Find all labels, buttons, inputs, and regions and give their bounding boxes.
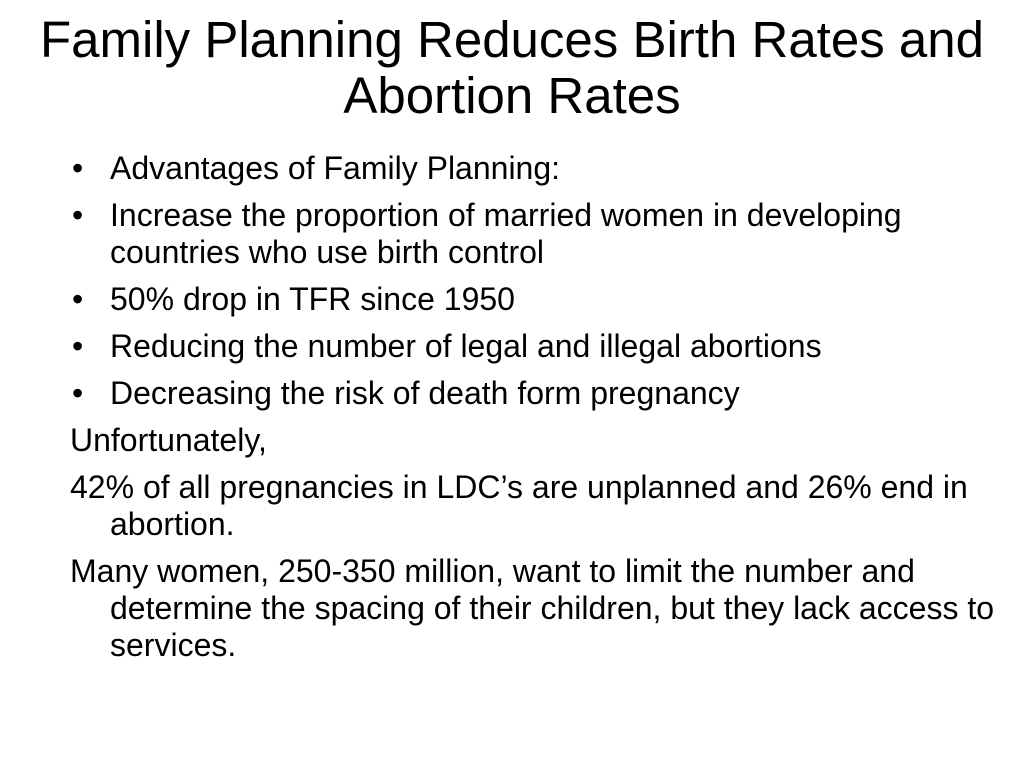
paragraph-access-to-services: Many women, 250-350 million, want to limit the number and determine the spacing of their children, but they lack access to services. (70, 553, 995, 663)
bullet-dot-icon: • (72, 281, 84, 317)
bullet-list (70, 150, 1010, 412)
bullet-text: Decreasing the risk of death form pregnancy (110, 375, 740, 411)
bullet-text: Increase the proportion of married women in developing countries who use birth control (110, 197, 902, 270)
bullet-item (70, 375, 1010, 412)
bullet-dot-icon: • (72, 375, 84, 411)
slide-body (70, 150, 1010, 674)
bullet-item (70, 328, 1010, 365)
bullet-item (70, 197, 1010, 271)
bullet-item (70, 150, 1010, 187)
bullet-dot-icon: • (72, 150, 84, 186)
bullet-dot-icon: • (72, 328, 84, 364)
slide-title: Family Planning Reduces Birth Rates and Abortion Rates (40, 11, 984, 124)
bullet-item (70, 281, 1010, 318)
bullet-dot-icon: • (72, 197, 84, 233)
paragraph-unplanned-pregnancies: 42% of all pregnancies in LDC’s are unplanned and 26% end in abortion. (70, 469, 968, 542)
bullet-text: 50% drop in TFR since 1950 (110, 281, 515, 317)
bullet-text: Advantages of Family Planning: (110, 150, 561, 186)
bullet-text: Reducing the number of legal and illegal abortions (110, 328, 822, 364)
paragraph-unfortunately: Unfortunately, (70, 422, 267, 458)
